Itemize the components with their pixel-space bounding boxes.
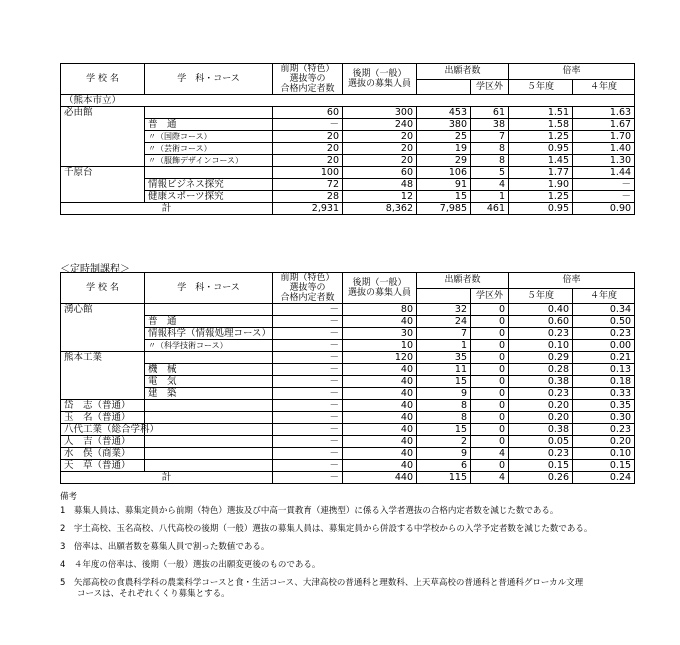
outside-cell: 0 — [471, 304, 509, 316]
late-cell: 40 — [343, 460, 417, 472]
outside-cell: 0 — [471, 340, 509, 352]
ratio4-cell: 0.50 — [573, 316, 635, 328]
table-row — [61, 364, 635, 376]
applicants-cell: 6 — [417, 460, 471, 472]
early-cell: － — [273, 328, 343, 340]
course-cell: 情報ビジネス探究 — [145, 179, 273, 191]
applicants-cell: 15 — [417, 376, 471, 388]
ratio4-cell: 0.15 — [573, 460, 635, 472]
course-cell: 健康スポーツ探究 — [145, 191, 273, 203]
ratio4-cell: 0.10 — [573, 448, 635, 460]
applicants-cell: 9 — [417, 388, 471, 400]
table-row — [61, 448, 635, 460]
early-cell: 20 — [273, 155, 343, 167]
early-cell: － — [273, 436, 343, 448]
applicants-cell: 19 — [417, 143, 471, 155]
header-early-l3: 合格内定者数 — [280, 84, 335, 94]
header-school: 学 校 名 — [61, 64, 145, 95]
course-cell: 普 通 — [145, 119, 273, 131]
table-row — [61, 388, 635, 400]
school-cell: 天 草（普通） — [61, 460, 145, 472]
ratio4-cell: 0.35 — [573, 400, 635, 412]
early-cell: － — [273, 364, 343, 376]
applicants-cell: 7 — [417, 328, 471, 340]
table-row — [61, 424, 635, 436]
total-ratio5: 0.26 — [509, 472, 573, 484]
school-cell — [61, 328, 145, 340]
late-cell: 40 — [343, 316, 417, 328]
applicants-cell: 25 — [417, 131, 471, 143]
section-label-municipal: （熊本市立） — [61, 95, 635, 107]
early-cell: － — [273, 412, 343, 424]
total-label: 計 — [61, 472, 273, 484]
late-cell: 60 — [343, 167, 417, 179]
applicants-cell: 453 — [417, 107, 471, 119]
header-school: 学 校 名 — [61, 273, 145, 304]
school-cell: 玉 名（普通） — [61, 412, 145, 424]
early-cell: － — [273, 460, 343, 472]
ratio4-cell: 1.63 — [573, 107, 635, 119]
school-cell — [61, 119, 145, 131]
ratio4-cell: － — [573, 179, 635, 191]
table-row — [61, 328, 635, 340]
table-row — [61, 400, 635, 412]
late-cell: 300 — [343, 107, 417, 119]
course-cell — [145, 304, 273, 316]
early-cell: 100 — [273, 167, 343, 179]
ratio5-cell: 1.25 — [509, 191, 573, 203]
outside-cell: 0 — [471, 328, 509, 340]
table-row — [61, 191, 635, 203]
header-late — [343, 64, 417, 95]
ratio4-cell: － — [573, 191, 635, 203]
outside-cell: 4 — [471, 179, 509, 191]
late-cell: 30 — [343, 328, 417, 340]
applicants-cell: 2 — [417, 436, 471, 448]
header-applicants: 出願者数 — [417, 64, 509, 80]
ratio4-cell: 1.40 — [573, 143, 635, 155]
ratio5-cell: 0.28 — [509, 364, 573, 376]
total-early: 2,931 — [273, 203, 343, 215]
applicants-cell: 9 — [417, 448, 471, 460]
outside-cell: 1 — [471, 191, 509, 203]
late-cell: 12 — [343, 191, 417, 203]
outside-cell: 38 — [471, 119, 509, 131]
outside-cell: 0 — [471, 460, 509, 472]
total-early: － — [273, 472, 343, 484]
school-cell: 千原台 — [61, 167, 145, 179]
applicants-cell: 15 — [417, 424, 471, 436]
header-early-l1: 前期（特色） — [280, 273, 335, 283]
ratio4-cell: 1.44 — [573, 167, 635, 179]
table-row — [61, 436, 635, 448]
ratio4-cell: 0.23 — [573, 328, 635, 340]
header-late-l1: 後期（一般） — [352, 69, 407, 79]
applicants-cell: 11 — [417, 364, 471, 376]
late-cell: 40 — [343, 388, 417, 400]
ratio4-cell: 0.33 — [573, 388, 635, 400]
outside-cell: 0 — [471, 412, 509, 424]
header-early-l3: 合格内定者数 — [280, 293, 335, 303]
header-early-l1: 前期（特色） — [280, 64, 335, 74]
table-row — [61, 412, 635, 424]
late-cell: 240 — [343, 119, 417, 131]
course-cell — [145, 412, 273, 424]
outside-cell: 5 — [471, 167, 509, 179]
late-cell: 40 — [343, 400, 417, 412]
table-row — [61, 179, 635, 191]
late-cell: 40 — [343, 424, 417, 436]
outside-cell: 7 — [471, 131, 509, 143]
early-cell: － — [273, 448, 343, 460]
early-cell: 72 — [273, 179, 343, 191]
total-outside: 4 — [471, 472, 509, 484]
table-row — [61, 131, 635, 143]
header-applicants: 出願者数 — [417, 273, 509, 289]
ratio4-cell: 0.18 — [573, 376, 635, 388]
late-cell: 20 — [343, 131, 417, 143]
applicants-cell: 106 — [417, 167, 471, 179]
outside-cell: 8 — [471, 143, 509, 155]
early-cell: － — [273, 119, 343, 131]
ratio4-cell: 1.70 — [573, 131, 635, 143]
course-cell: 普 通 — [145, 316, 273, 328]
ratio5-cell: 0.23 — [509, 388, 573, 400]
early-cell: 20 — [273, 143, 343, 155]
header-year5: ５年度 — [509, 79, 573, 95]
header-applicants-blank — [417, 79, 471, 95]
school-cell — [61, 316, 145, 328]
applicants-cell: 35 — [417, 352, 471, 364]
ratio4-cell: 0.20 — [573, 436, 635, 448]
early-cell: － — [273, 316, 343, 328]
school-cell — [61, 340, 145, 352]
ratio5-cell: 0.38 — [509, 424, 573, 436]
early-cell: 60 — [273, 107, 343, 119]
school-cell: 人 吉（普通） — [61, 436, 145, 448]
total-late: 440 — [343, 472, 417, 484]
school-cell — [61, 364, 145, 376]
school-cell — [61, 191, 145, 203]
table-row — [61, 376, 635, 388]
course-cell: 〃（科学技術コース） — [145, 340, 273, 352]
header-year4: ４年度 — [573, 79, 635, 95]
ratio4-cell: 1.67 — [573, 119, 635, 131]
table-row — [61, 143, 635, 155]
school-cell — [61, 179, 145, 191]
ratio5-cell: 0.95 — [509, 143, 573, 155]
header-outside: 学区外 — [471, 79, 509, 95]
course-cell — [145, 436, 273, 448]
course-cell: 機 械 — [145, 364, 273, 376]
ratio5-cell: 1.90 — [509, 179, 573, 191]
ratio4-cell: 0.00 — [573, 340, 635, 352]
note-2: 2 宇土高校、玉名高校、八代高校の後期（一般）選抜の募集人員は、募集定員から併設する中学校からの入学予定者数を減じた数である。 — [60, 524, 593, 534]
early-cell: 28 — [273, 191, 343, 203]
table-row — [61, 316, 635, 328]
late-cell: 20 — [343, 143, 417, 155]
early-cell: － — [273, 400, 343, 412]
course-cell — [145, 400, 273, 412]
outside-cell: 0 — [471, 376, 509, 388]
outside-cell: 61 — [471, 107, 509, 119]
school-cell — [61, 388, 145, 400]
ratio5-cell: 0.20 — [509, 400, 573, 412]
header-applicants-blank — [417, 288, 471, 304]
total-row — [61, 203, 635, 215]
total-applicants: 7,985 — [417, 203, 471, 215]
ratio5-cell: 0.23 — [509, 328, 573, 340]
total-label: 計 — [61, 203, 273, 215]
course-cell: 建 築 — [145, 388, 273, 400]
school-cell — [61, 131, 145, 143]
ratio5-cell: 0.29 — [509, 352, 573, 364]
ratio5-cell: 0.38 — [509, 376, 573, 388]
course-cell: 〃（国際コース） — [145, 131, 273, 143]
school-cell: 湧心館 — [61, 304, 145, 316]
late-cell: 20 — [343, 155, 417, 167]
school-cell — [61, 143, 145, 155]
total-ratio4: 0.24 — [573, 472, 635, 484]
outside-cell: 4 — [471, 448, 509, 460]
table-row — [61, 167, 635, 179]
header-ratio: 倍率 — [509, 64, 635, 80]
ratio4-cell: 0.13 — [573, 364, 635, 376]
note-5-cont: コースは、それぞれくくり募集とする。 — [60, 589, 230, 599]
table-row — [61, 304, 635, 316]
header-late — [343, 273, 417, 304]
total-ratio5: 0.95 — [509, 203, 573, 215]
early-cell: － — [273, 388, 343, 400]
note-5: 5 矢部高校の食農科学科の農業科学コースと食・生活コース、大津高校の普通科と理数科、上天草高校の普通科と普通科グローカル文理 — [60, 578, 584, 588]
early-cell: 20 — [273, 131, 343, 143]
late-cell: 80 — [343, 304, 417, 316]
header-late-l2: 選抜の募集人員 — [347, 79, 411, 89]
outside-cell: 0 — [471, 364, 509, 376]
early-cell: － — [273, 352, 343, 364]
ratio4-cell: 0.23 — [573, 424, 635, 436]
ratio4-cell: 1.30 — [573, 155, 635, 167]
ratio5-cell: 1.45 — [509, 155, 573, 167]
applicants-cell: 29 — [417, 155, 471, 167]
header-early-l2: 選抜等の — [289, 74, 326, 84]
outside-cell: 8 — [471, 155, 509, 167]
ratio5-cell: 0.23 — [509, 448, 573, 460]
notes-section — [60, 492, 640, 607]
course-cell — [145, 460, 273, 472]
ratio4-cell: 0.21 — [573, 352, 635, 364]
table-row — [61, 119, 635, 131]
school-cell: 水 俣（商業） — [61, 448, 145, 460]
table-row — [61, 352, 635, 364]
ratio5-cell: 0.15 — [509, 460, 573, 472]
applicants-cell: 8 — [417, 412, 471, 424]
school-cell: 熊本工業 — [61, 352, 145, 364]
total-outside: 461 — [471, 203, 509, 215]
late-cell: 120 — [343, 352, 417, 364]
note-3: 3 倍率は、出願者数を募集人員で割った数値である。 — [60, 542, 270, 552]
early-cell: － — [273, 340, 343, 352]
ratio5-cell: 1.25 — [509, 131, 573, 143]
course-cell: 〃（芸術コース） — [145, 143, 273, 155]
table-row — [61, 155, 635, 167]
late-cell: 40 — [343, 364, 417, 376]
header-ratio: 倍率 — [509, 273, 635, 289]
course-cell — [145, 167, 273, 179]
full-time-table — [60, 63, 635, 215]
applicants-cell: 32 — [417, 304, 471, 316]
course-cell — [145, 352, 273, 364]
course-cell — [145, 107, 273, 119]
header-late-l1: 後期（一般） — [352, 278, 407, 288]
outside-cell: 0 — [471, 424, 509, 436]
note-4: 4 ４年度の倍率は、後期（一般）選抜の出願変更後のものである。 — [60, 560, 321, 570]
applicants-cell: 15 — [417, 191, 471, 203]
applicants-cell: 1 — [417, 340, 471, 352]
school-cell — [61, 376, 145, 388]
applicants-cell: 91 — [417, 179, 471, 191]
course-cell: 情報科学（情報処理コース） — [145, 328, 273, 340]
header-late-l2: 選抜の募集人員 — [347, 288, 411, 298]
late-cell: 48 — [343, 179, 417, 191]
total-row — [61, 472, 635, 484]
early-cell: － — [273, 424, 343, 436]
header-outside: 学区外 — [471, 288, 509, 304]
header-early — [273, 273, 343, 304]
total-ratio4: 0.90 — [573, 203, 635, 215]
early-cell: － — [273, 304, 343, 316]
header-year4: ４年度 — [573, 288, 635, 304]
applicants-cell: 8 — [417, 400, 471, 412]
late-cell: 40 — [343, 436, 417, 448]
notes-title: 備考 — [60, 492, 78, 502]
ratio5-cell: 0.10 — [509, 340, 573, 352]
ratio5-cell: 0.20 — [509, 412, 573, 424]
header-year5: ５年度 — [509, 288, 573, 304]
table-row — [61, 340, 635, 352]
outside-cell: 0 — [471, 436, 509, 448]
course-cell: 〃（服飾デザインコース） — [145, 155, 273, 167]
part-time-table — [60, 272, 635, 484]
header-early-l2: 選抜等の — [289, 283, 326, 293]
ratio4-cell: 0.30 — [573, 412, 635, 424]
header-early — [273, 64, 343, 95]
outside-cell: 0 — [471, 388, 509, 400]
note-1: 1 募集人員は、募集定員から前期（特色）選抜及び中高一貫教育（連携型）に係る入学者選抜の合格内定者数を減じた数である。 — [60, 506, 559, 516]
ratio5-cell: 1.58 — [509, 119, 573, 131]
course-cell — [145, 448, 273, 460]
outside-cell: 0 — [471, 400, 509, 412]
ratio5-cell: 1.51 — [509, 107, 573, 119]
ratio5-cell: 0.40 — [509, 304, 573, 316]
early-cell: － — [273, 376, 343, 388]
late-cell: 10 — [343, 340, 417, 352]
ratio5-cell: 0.05 — [509, 436, 573, 448]
ratio5-cell: 1.77 — [509, 167, 573, 179]
header-course: 学 科・コース — [145, 64, 273, 95]
header-course: 学 科・コース — [145, 273, 273, 304]
school-cell: 岱 志（普通） — [61, 400, 145, 412]
outside-cell: 0 — [471, 316, 509, 328]
ratio4-cell: 0.34 — [573, 304, 635, 316]
course-cell: 電 気 — [145, 376, 273, 388]
late-cell: 40 — [343, 412, 417, 424]
applicants-cell: 380 — [417, 119, 471, 131]
school-cell: 必由館 — [61, 107, 145, 119]
ratio5-cell: 0.60 — [509, 316, 573, 328]
course-cell — [145, 424, 273, 436]
applicants-cell: 24 — [417, 316, 471, 328]
total-applicants: 115 — [417, 472, 471, 484]
outside-cell: 0 — [471, 352, 509, 364]
school-cell — [61, 155, 145, 167]
late-cell: 40 — [343, 376, 417, 388]
late-cell: 40 — [343, 448, 417, 460]
table-row — [61, 107, 635, 119]
school-cell: 八代工業（総合学科） — [61, 424, 145, 436]
table-row — [61, 460, 635, 472]
section-title-part-time: ＜定時制課程＞ — [60, 264, 130, 275]
total-late: 8,362 — [343, 203, 417, 215]
